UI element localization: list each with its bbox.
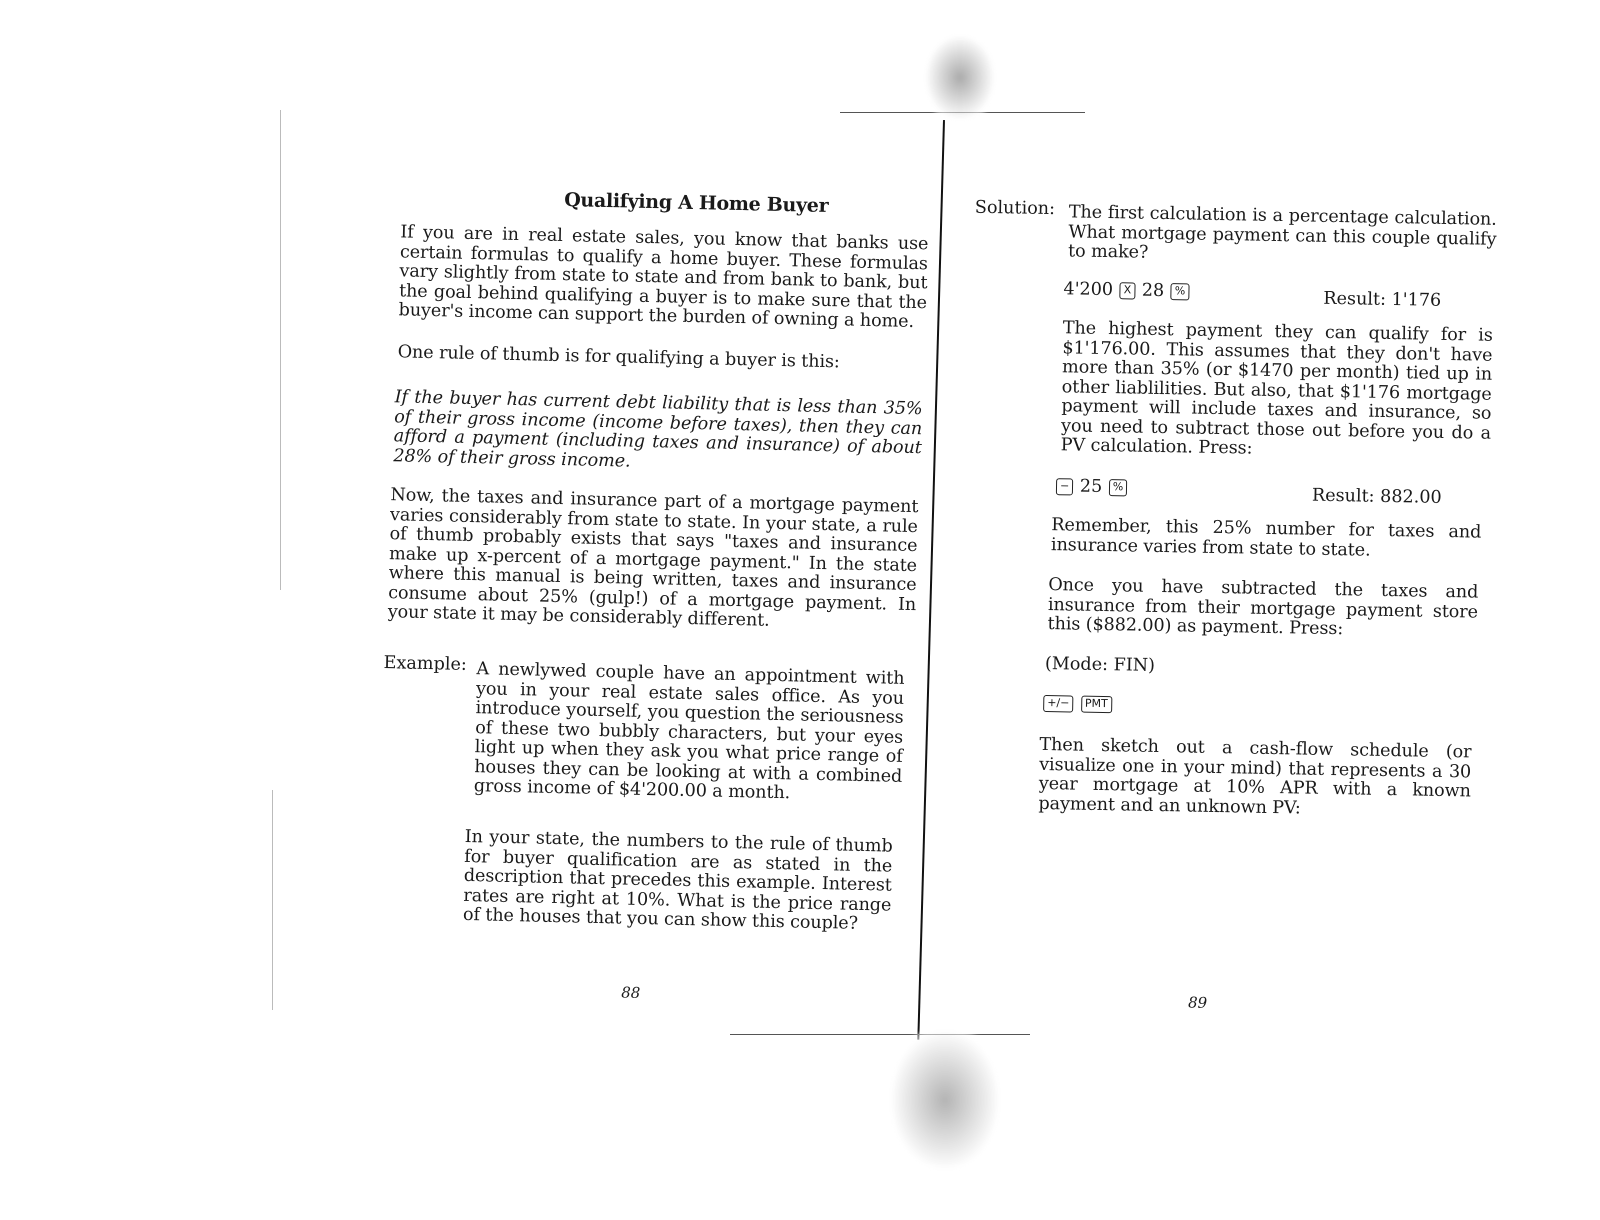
calc-value: 4'200 bbox=[1063, 279, 1114, 301]
mode-text: (Mode: FIN) bbox=[1044, 653, 1156, 676]
page-number-right: 89 bbox=[1187, 993, 1208, 1012]
remember-paragraph: Remember, this 25% number for taxes and insurance varies from state to state. bbox=[1050, 515, 1482, 561]
calc-row-1 bbox=[1063, 279, 1190, 301]
cashflow-paragraph: Then sketch out a cash-flow schedule (or visualize one in your mind) that represents a 30 year mortgage at 10% APR with a known payment and an unknown PV: bbox=[1038, 734, 1472, 818]
calc-value: 28 bbox=[1141, 280, 1165, 302]
minus-key[interactable]: − bbox=[1056, 478, 1074, 495]
calc-row-2 bbox=[1055, 476, 1129, 497]
percent-key[interactable]: % bbox=[1109, 479, 1128, 496]
solution-label: Solution: bbox=[974, 197, 1056, 220]
example-question: In your state, the numbers to the rule of thumb for buyer qualification are as stated in the description that precedes this example. Interest rates are right at 10%. What is the price range of the houses that you can show this couple? bbox=[462, 826, 893, 934]
taxes-paragraph: Now, the taxes and insurance part of a mortgage payment varies considerably from state to state. In your state, a rule of thumb probably exists that says "taxes and insurance make up x-percent of a mortgage payment." In the state where this manual is being written, taxes and insurance consume about 25% (gulp!) of a mortgage payment. In your state it may be considerably different. bbox=[387, 485, 919, 631]
pmt-key[interactable]: PMT bbox=[1081, 696, 1112, 714]
intro-paragraph: If you are in real estate sales, you know that banks use certain formulas to qualify a home buyer. These formulas vary slightly from state to state and from bank to bank, but the goal behind qualifying a buyer is to make sure that the buyer's income can support the burden of owning a home. bbox=[398, 222, 929, 332]
calc-result-1: Result: 1'176 bbox=[1323, 288, 1442, 311]
change-sign-key[interactable]: +/− bbox=[1043, 695, 1073, 713]
example-text: A newlywed couple have an appointment with you in your real estate sales office. As you introduce yourself, you question the seriousness of these two bubbly characters, but your eyes light up when they ask you what price range of houses they can be looking at with a combined gross income of $4'200.00 a month. bbox=[473, 659, 905, 804]
calc-value: 25 bbox=[1079, 476, 1103, 497]
store-paragraph: Once you have subtracted the taxes and insurance from their mortgage payment store this ($882.00) as payment. Press: bbox=[1047, 575, 1479, 640]
rule-intro: One rule of thumb is for qualifying a buyer is this: bbox=[397, 342, 840, 373]
rule-of-thumb: If the buyer has current debt liability that is less than 35% of their gross income (income before taxes), then they can afford a payment (including taxes and insurance) of about 28% of their gross income. bbox=[393, 387, 923, 472]
payment-paragraph: The highest payment they can qualify for is $1'176.00. This assumes that they don't have more than 35% (or $1470 per month) tied up in other liablilities. But also, that $1'176 mortgage payment will include taxes and insurance, so you need to subtract those out before you do a PV calculation. Press: bbox=[1060, 318, 1493, 459]
solution-text: The first calculation is a percentage calculation. What mortgage payment can this couple qualify to make? bbox=[1067, 202, 1497, 263]
calc-row-3 bbox=[1042, 693, 1113, 714]
calc-result-2: Result: 882.00 bbox=[1311, 485, 1442, 508]
example-label: Example: bbox=[383, 653, 468, 675]
page-title: Qualifying A Home Buyer bbox=[563, 189, 829, 218]
right-page bbox=[939, 0, 1600, 1215]
percent-key[interactable]: % bbox=[1171, 283, 1190, 300]
multiply-key[interactable]: X bbox=[1120, 282, 1136, 299]
page-number-left: 88 bbox=[621, 983, 641, 1002]
